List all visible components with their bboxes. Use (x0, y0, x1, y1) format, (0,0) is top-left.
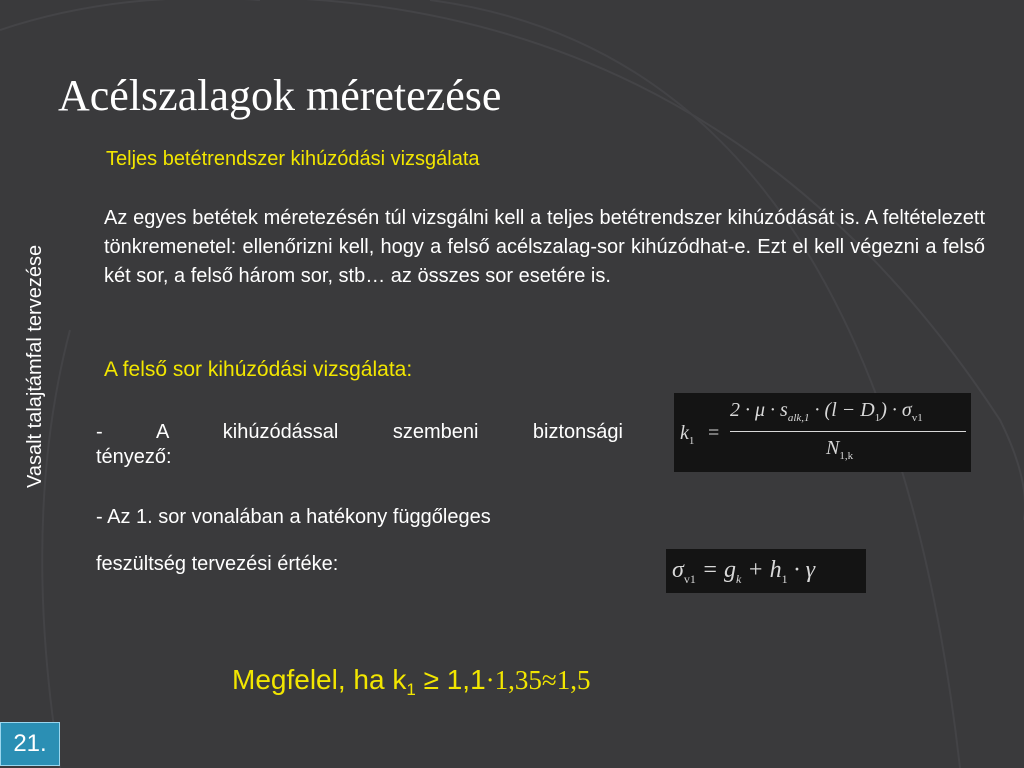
section-heading: Teljes betétrendszer kihúzódási vizsgálata (106, 148, 480, 170)
side-label: Vasalt talajtámfal tervezése (24, 244, 46, 488)
safety-factor-text: - A kihúzódással szembeni biztonsági (96, 421, 623, 443)
body-paragraph: Az egyes betétek méretezésén túl vizsgálni kell a teljes betétrendszer kihúzódását is. A feltételezett tönkremenetel: ellenőrizni kell, hogy a felső acélszalag-sor kihúzódhat-e. Ezt el kell végezni a felső két sor, a felső három sor, stb… az összes sor esetére is. (104, 207, 985, 287)
subsection-heading: A felső sor kihúzódási vizsgálata: (104, 358, 413, 381)
formula1-denominator: $N_{1,k}$ (826, 437, 854, 462)
safety-factor-formula (674, 393, 971, 472)
vertical-stress-formula: $\sigma_{v1} = g_k + h_1 \cdot \gamma$ (666, 549, 866, 593)
page-number-badge: 21. (0, 722, 60, 766)
formula1-equals: = (708, 422, 720, 444)
formula1-lhs-sub: 1 (688, 435, 695, 447)
formula1-lhs: k (680, 422, 689, 444)
safety-factor-text-cont: tényező: (96, 446, 172, 468)
conclusion-text: Megfelel, ha $k_1 \ge 1,1\cdot 1,35\approx 1,5$ (232, 664, 591, 699)
formula1-numerator: $2 \cdot \mu \cdot s_{alk,1} \cdot (l - D_1) \cdot \sigma_{v1}$ (730, 399, 923, 424)
vertical-stress-text: - Az 1. sor vonalában a hatékony függőleges (96, 506, 491, 528)
formula2-sigma: σ (672, 557, 684, 583)
fraction-bar (730, 431, 966, 432)
slide-title: Acélszalagok méretezése (58, 71, 502, 120)
vertical-stress-text-cont: feszültség tervezési értéke: (96, 553, 339, 575)
